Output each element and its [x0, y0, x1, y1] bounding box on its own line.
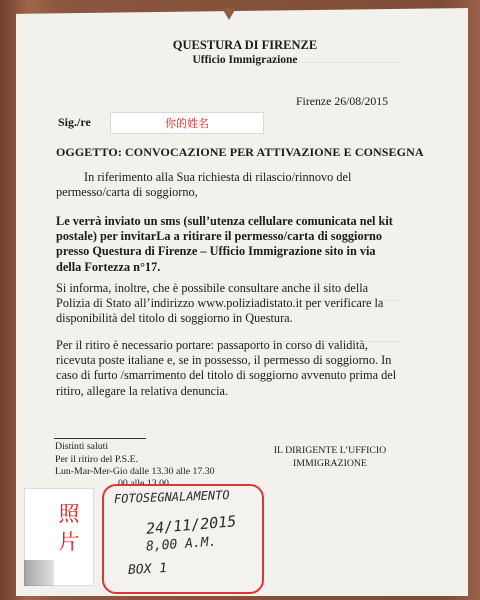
recipient-name-box	[110, 112, 264, 134]
paragraph-line: postale) per invitarLa a ritirare il permesso/carta di soggiorno	[56, 229, 383, 244]
paragraph-line: della Fortezza n°17.	[56, 259, 161, 274]
handwritten-note-box: BOX 1	[127, 560, 168, 579]
photo-label: 照片	[58, 502, 80, 554]
handwritten-note-date: 24/11/2015	[145, 512, 237, 538]
signatory-title: IL DIRIGENTE L’UFFICIO	[273, 445, 387, 456]
pickup-hours: Lun-Mar-Mer-Gio dalle 13.30 alle 17.30	[55, 466, 215, 477]
paragraph-line: disponibilità del titolo di soggiorno in Questura.	[56, 311, 293, 326]
pickup-label: Per il ritiro del P.S.E.	[55, 454, 139, 465]
paragraph-website-info	[56, 281, 408, 327]
photo-shadow	[24, 560, 54, 586]
paragraph-line: Polizia di Stato all’indirizzo www.poliziadistato.it per verificare la	[56, 296, 384, 311]
signoff-divider	[54, 438, 146, 439]
paragraph-sms-notice	[56, 214, 408, 275]
signatory-department: IMMIGRAZIONE	[292, 458, 367, 469]
paragraph-line: presso Questura di Firenze – Ufficio Immigrazione sito in via	[56, 244, 376, 259]
office-subtitle: Ufficio Immigrazione	[192, 54, 298, 66]
paper-tear-notch	[222, 8, 236, 20]
paragraph-line: Le verrà inviato un sms (sull’utenza cellulare comunicata nel kit	[56, 214, 393, 228]
paragraph-line: Per il ritiro è necessario portare: passaporto in corso di validità,	[56, 338, 368, 352]
handwritten-note-time: 8,00 A.M.	[145, 534, 217, 555]
paragraph-line: permesso/carta di soggiorno,	[56, 185, 198, 200]
handwritten-note-title: FOTOSEGNALAMENTO	[113, 487, 230, 507]
signoff-greeting: Distinti saluti	[55, 441, 109, 452]
paragraph-line: In riferimento alla Sua richiesta di rilascio/rinnovo del	[84, 170, 352, 184]
paragraph-line: Si informa, inoltre, che è possibile consultare anche il sito della	[56, 281, 369, 295]
place-date: Firenze 26/08/2015	[296, 94, 389, 108]
salutation-label: Sig./re	[58, 115, 91, 129]
office-title: QUESTURA DI FIRENZE	[172, 38, 318, 52]
paragraph-line: ricevuta poste italiane e, se in possesso, il permesso di soggiorno. In	[56, 353, 392, 368]
recipient-name-placeholder: 你的姓名	[165, 117, 209, 130]
letter-subject: OGGETTO: CONVOCAZIONE PER ATTIVAZIONE E CONSEGNA	[56, 145, 424, 159]
paragraph-line: caso di furto /smarrimento del titolo di soggiorno avvenuto prima del	[56, 368, 397, 383]
paragraph-line: ritiro, allegare la relativa denuncia.	[56, 383, 229, 398]
paragraph-documents-required	[56, 338, 408, 399]
paragraph-reference	[56, 170, 408, 200]
pickup-hours-extra: 00 alle 13.00	[118, 478, 169, 489]
